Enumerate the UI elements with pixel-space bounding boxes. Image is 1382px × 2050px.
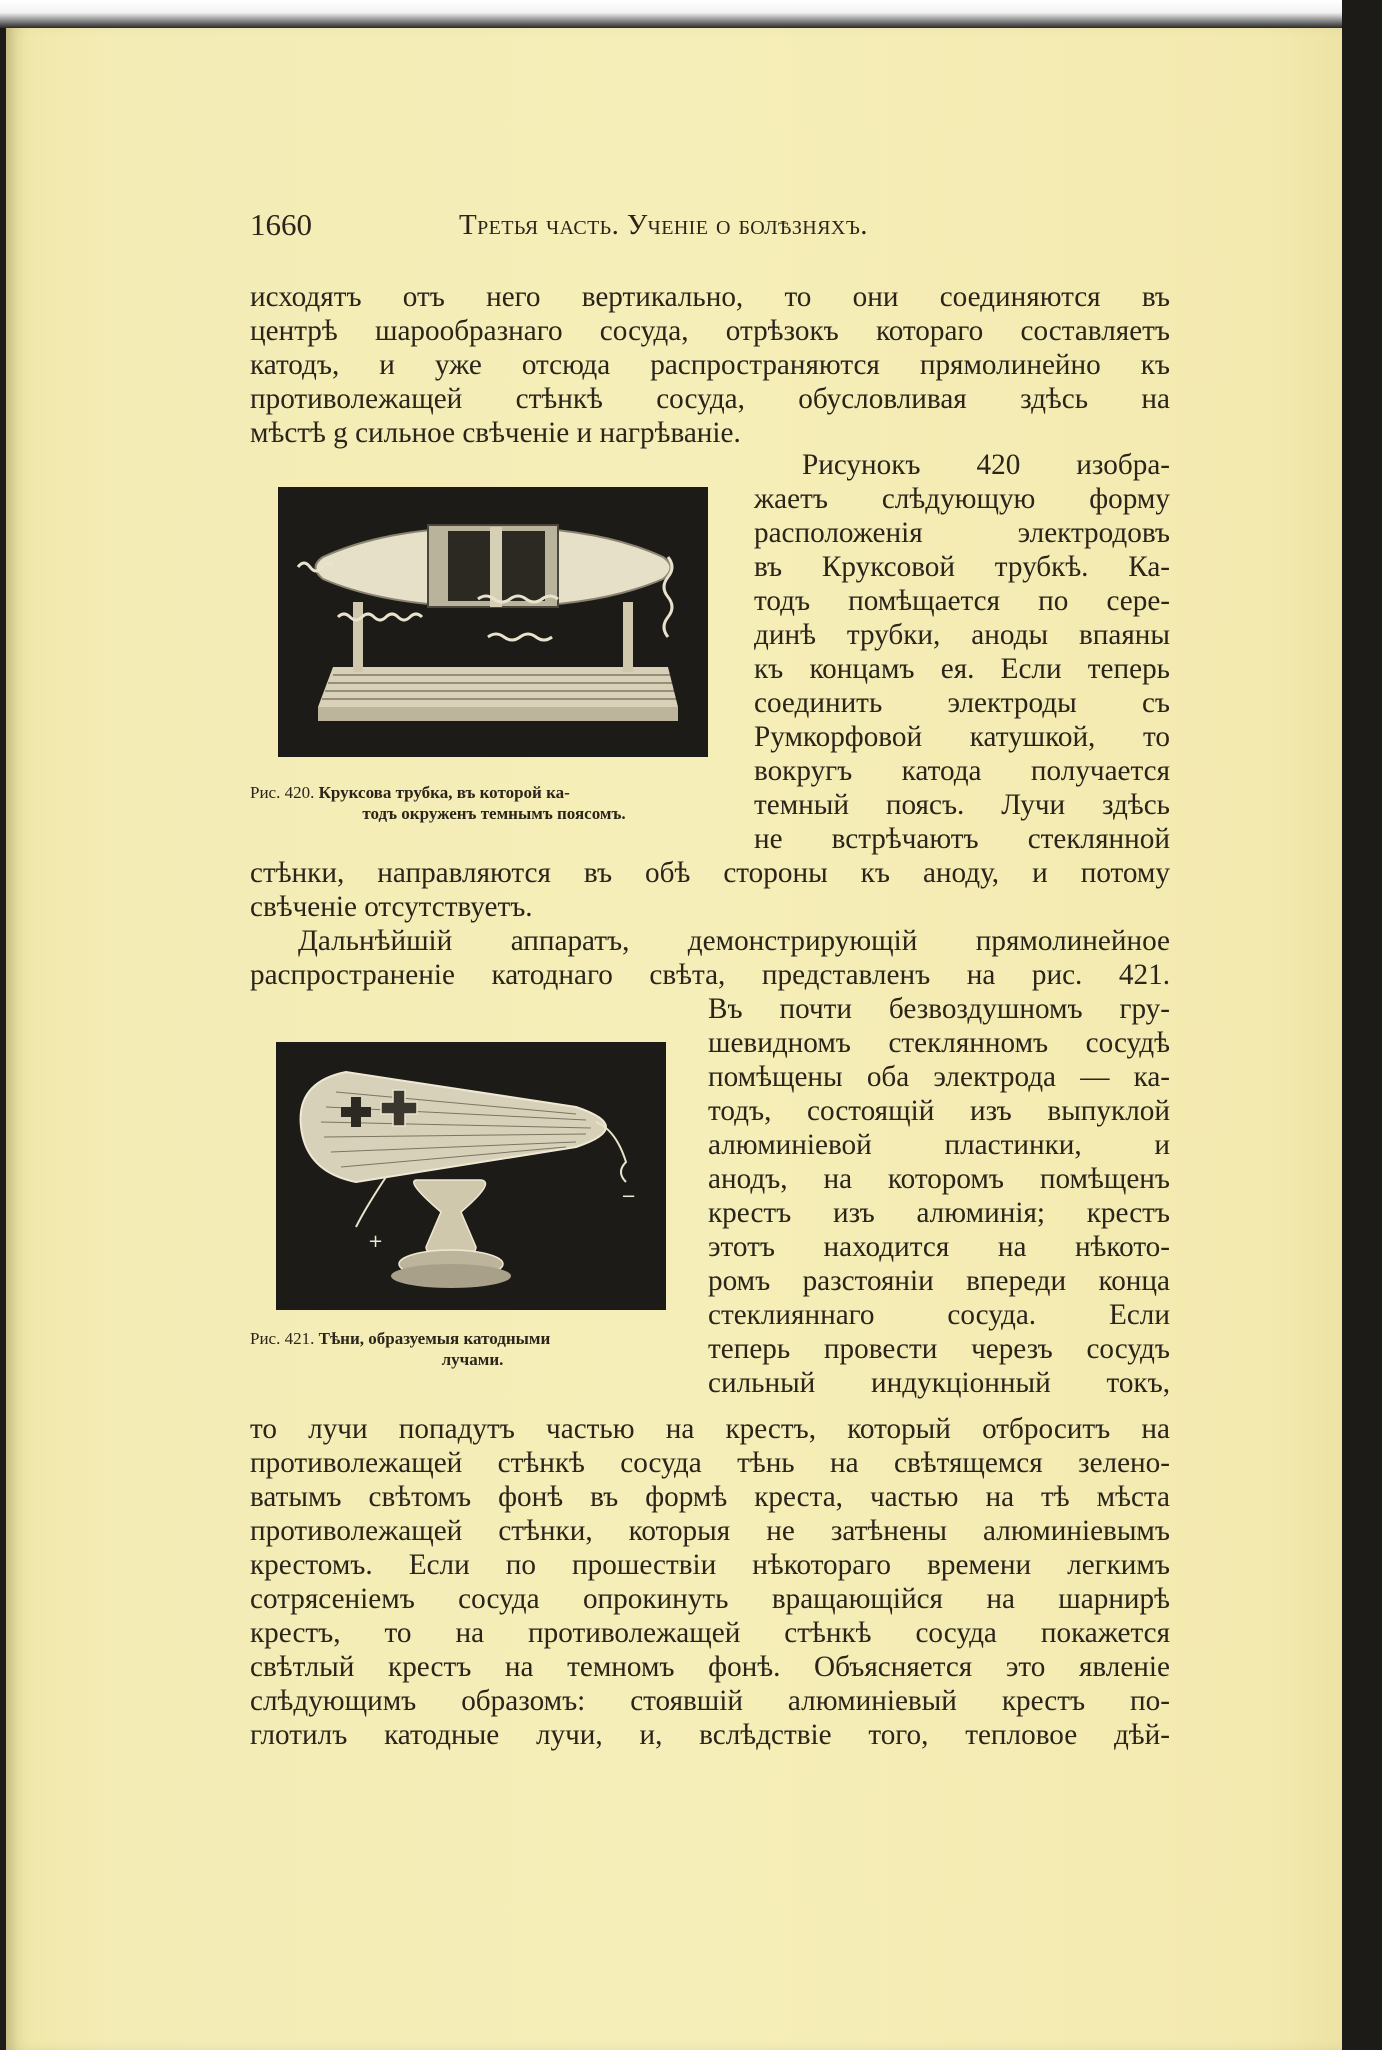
text-line: динѣ трубки, аноды впаяны bbox=[754, 619, 1170, 651]
caption-text: Тѣни, образуемыя катодными bbox=[318, 1329, 551, 1348]
figure-421-image bbox=[276, 1042, 666, 1310]
caption-number: Рис. 421. bbox=[250, 1329, 315, 1348]
text-line: сотрясеніемъ сосуда опрокинуть вращающійся на шарнирѣ bbox=[250, 1583, 1170, 1615]
paragraph-fig421-wrap bbox=[708, 992, 1170, 1400]
paragraph-2 bbox=[250, 856, 1170, 924]
text-line: къ концамъ ея. Если теперь bbox=[754, 653, 1170, 685]
text-line: глотилъ катодные лучи, и, вслѣдствіе того, тепловое дѣй- bbox=[250, 1719, 1170, 1751]
text-line: стеклияннаго сосуда. Если bbox=[708, 1299, 1170, 1331]
text-line: жаетъ слѣдующую форму bbox=[754, 483, 1170, 515]
text-line: противолежащей стѣнкѣ сосуда, обусловливая здѣсь на bbox=[250, 383, 1170, 415]
text-line: мѣстѣ g сильное свѣченіе и нагрѣваніе. bbox=[250, 417, 741, 449]
caption-number: Рис. 420. bbox=[250, 783, 315, 802]
page-number: 1660 bbox=[250, 207, 312, 242]
plus-label: + bbox=[368, 1231, 384, 1252]
figure-420-caption bbox=[250, 782, 738, 824]
text-line: распространеніе катоднаго свѣта, представленъ на рис. 421. bbox=[250, 959, 1170, 991]
text-line: помѣщены оба электрода — ка- bbox=[708, 1061, 1170, 1093]
running-header bbox=[250, 205, 1170, 245]
paragraph-fig420-wrap bbox=[754, 448, 1170, 856]
scan-right-edge bbox=[1342, 0, 1382, 2050]
text-line: то лучи попадутъ частью на крестъ, который отброситъ на bbox=[250, 1413, 1170, 1445]
text-line: расположенія электродовъ bbox=[754, 517, 1170, 549]
text-line: крестъ, то на противолежащей стѣнкѣ сосуда покажется bbox=[250, 1617, 1170, 1649]
text-line: Дальнѣйшій аппаратъ, демонстрирующій прямолинейное bbox=[298, 925, 1170, 957]
paragraph-4 bbox=[250, 1412, 1170, 1752]
text-line: противолежащей стѣнкѣ сосуда тѣнь на свѣтящемся зелено- bbox=[250, 1447, 1170, 1479]
text-line: ромъ разстояніи впереди конца bbox=[708, 1265, 1170, 1297]
text-line: сильный индукціонный токъ, bbox=[708, 1367, 1170, 1399]
minus-label: − bbox=[621, 1186, 637, 1207]
text-line: этотъ находится на нѣкото- bbox=[708, 1231, 1170, 1263]
caption-text-2: тодъ окруженъ темнымъ поясомъ. bbox=[362, 804, 626, 823]
text-line: свѣченіе отсутствуетъ. bbox=[250, 891, 533, 923]
text-line: свѣтлый крестъ на темномъ фонѣ. Объясняется это явленіе bbox=[250, 1651, 1170, 1683]
figure-421-caption bbox=[250, 1328, 695, 1370]
text-line: анодъ, на которомъ помѣщенъ bbox=[708, 1163, 1170, 1195]
text-line: не встрѣчаютъ стеклянной bbox=[754, 823, 1170, 855]
text-line: катодъ, и уже отсюда распространяются прямолинейно къ bbox=[250, 349, 1170, 381]
caption-text: Круксова трубка, въ которой ка- bbox=[318, 783, 570, 802]
text-line: шевидномъ стеклянномъ сосудѣ bbox=[708, 1027, 1170, 1059]
scan-top-edge bbox=[0, 0, 1382, 28]
text-line: вокругъ катода получается bbox=[754, 755, 1170, 787]
text-line: слѣдующимъ образомъ: стоявшій алюминіевый крестъ по- bbox=[250, 1685, 1170, 1717]
paragraph-1 bbox=[250, 280, 1170, 450]
figure-420-image bbox=[278, 487, 708, 757]
text-line: крестъ изъ алюминія; крестъ bbox=[708, 1197, 1170, 1229]
text-line: Въ почти безвоздушномъ гру- bbox=[708, 993, 1170, 1025]
text-line: тодъ помѣщается по сере- bbox=[754, 585, 1170, 617]
text-line: алюминіевой пластинки, и bbox=[708, 1129, 1170, 1161]
text-line: Рисунокъ 420 изобра- bbox=[802, 449, 1170, 481]
text-line: тодъ, состоящій изъ выпуклой bbox=[708, 1095, 1170, 1127]
running-title: Третья часть. Ученіе о болѣзняхъ. bbox=[459, 209, 868, 241]
text-line: исходятъ отъ него вертикально, то они соединяются въ bbox=[250, 281, 1170, 313]
caption-text-2: лучами. bbox=[441, 1350, 504, 1369]
text-line: крестомъ. Если по прошествіи нѣкотораго времени легкимъ bbox=[250, 1549, 1170, 1581]
text-line: ватымъ свѣтомъ фонѣ въ формѣ креста, частью на тѣ мѣста bbox=[250, 1481, 1170, 1513]
text-line: соединить электроды съ bbox=[754, 687, 1170, 719]
text-line: въ Круксовой трубкѣ. Ка- bbox=[754, 551, 1170, 583]
text-line: теперь провести черезъ сосудъ bbox=[708, 1333, 1170, 1365]
text-line: стѣнки, направляются въ обѣ стороны къ аноду, и потому bbox=[250, 857, 1170, 889]
text-line: противолежащей стѣнки, которыя не затѣнены алюминіевымъ bbox=[250, 1515, 1170, 1547]
text-line: темный поясъ. Лучи здѣсь bbox=[754, 789, 1170, 821]
paragraph-3 bbox=[250, 924, 1170, 992]
text-line: центрѣ шарообразнаго сосуда, отрѣзокъ котораго составляетъ bbox=[250, 315, 1170, 347]
text-line: Румкорфовой катушкой, то bbox=[754, 721, 1170, 753]
